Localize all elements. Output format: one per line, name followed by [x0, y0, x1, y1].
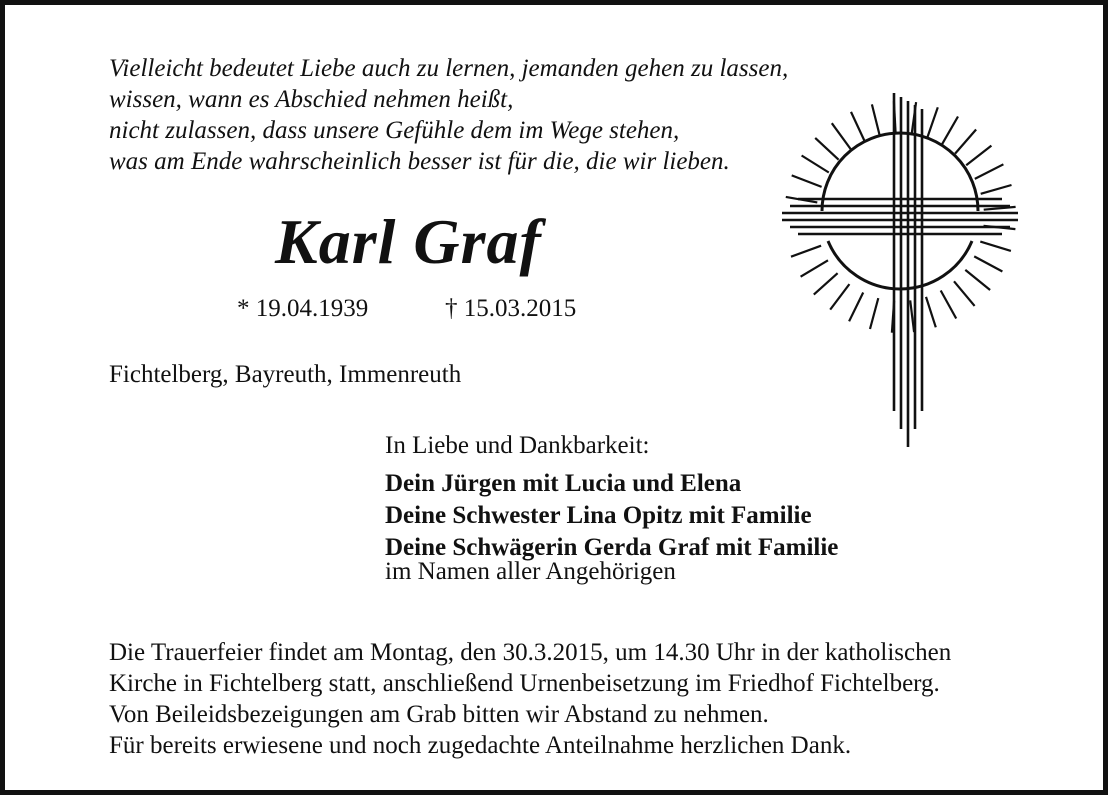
- notice-line: Von Beileidsbezeigungen am Grab bitten wir Abstand zu nehmen.: [109, 701, 769, 728]
- ray-line: [984, 207, 1016, 210]
- poem-line: was am Ende wahrscheinlich besser ist für die, die wir lieben.: [109, 148, 730, 175]
- ray-line: [792, 175, 822, 187]
- mourner-line: Deine Schwägerin Gerda Graf mit Familie: [385, 534, 839, 561]
- ray-line: [926, 297, 936, 327]
- radiant-cross-icon: [770, 87, 1030, 457]
- ray-line: [965, 270, 990, 290]
- ray-line: [942, 117, 958, 145]
- ray-line: [851, 112, 865, 141]
- poem-line: Vielleicht bedeutet Liebe auch zu lernen, jemanden gehen zu lassen,: [109, 55, 789, 82]
- mourner-line: Dein Jürgen mit Lucia und Elena: [385, 470, 742, 497]
- ray-line: [981, 185, 1012, 194]
- birth-date: * 19.04.1939: [237, 295, 369, 322]
- funeral-notice: [109, 637, 951, 761]
- mourners-closing: im Namen aller Angehörigen: [385, 558, 676, 585]
- notice-line: Für bereits erwiesene und noch zugedachte Anteilnahme herzlichen Dank.: [109, 732, 852, 759]
- ray-line: [974, 256, 1002, 271]
- notice-line: Kirche in Fichtelberg statt, anschließend Urnenbeisetzung im Friedhof Fichtelberg.: [109, 670, 940, 697]
- ray-line: [802, 156, 829, 173]
- ray-line: [910, 300, 914, 332]
- ray-line: [954, 281, 975, 306]
- ray-line: [814, 273, 838, 294]
- poem: [109, 53, 788, 177]
- ray-line: [941, 291, 957, 319]
- ray-line: [815, 138, 838, 160]
- ray-line: [870, 298, 878, 329]
- poem-line: wissen, wann es Abschied nehmen heißt,: [109, 86, 514, 113]
- death-date: † 15.03.2015: [445, 295, 577, 322]
- mourners-intro: In Liebe und Dankbarkeit:: [385, 432, 650, 459]
- ray-line: [955, 130, 976, 154]
- places: Fichtelberg, Bayreuth, Immenreuth: [109, 361, 462, 388]
- ray-line: [830, 284, 849, 310]
- ray-line: [791, 246, 821, 257]
- ray-line: [980, 242, 1011, 251]
- notice-line: Die Trauerfeier findet am Montag, den 30.3.2015, um 14.30 Uhr in der katholischen: [109, 639, 952, 666]
- ray-line: [966, 146, 991, 166]
- ray-line: [927, 107, 938, 137]
- ray-line: [801, 260, 828, 276]
- mourner-line: Deine Schwester Lina Opitz mit Familie: [385, 502, 812, 529]
- ray-line: [975, 164, 1004, 179]
- poem-line: nicht zulassen, dass unsere Gefühle dem im Wege stehen,: [109, 117, 680, 144]
- ray-line: [832, 123, 851, 149]
- ray-line: [849, 293, 863, 322]
- deceased-name: Karl Graf: [275, 206, 542, 277]
- ray-line: [872, 104, 880, 135]
